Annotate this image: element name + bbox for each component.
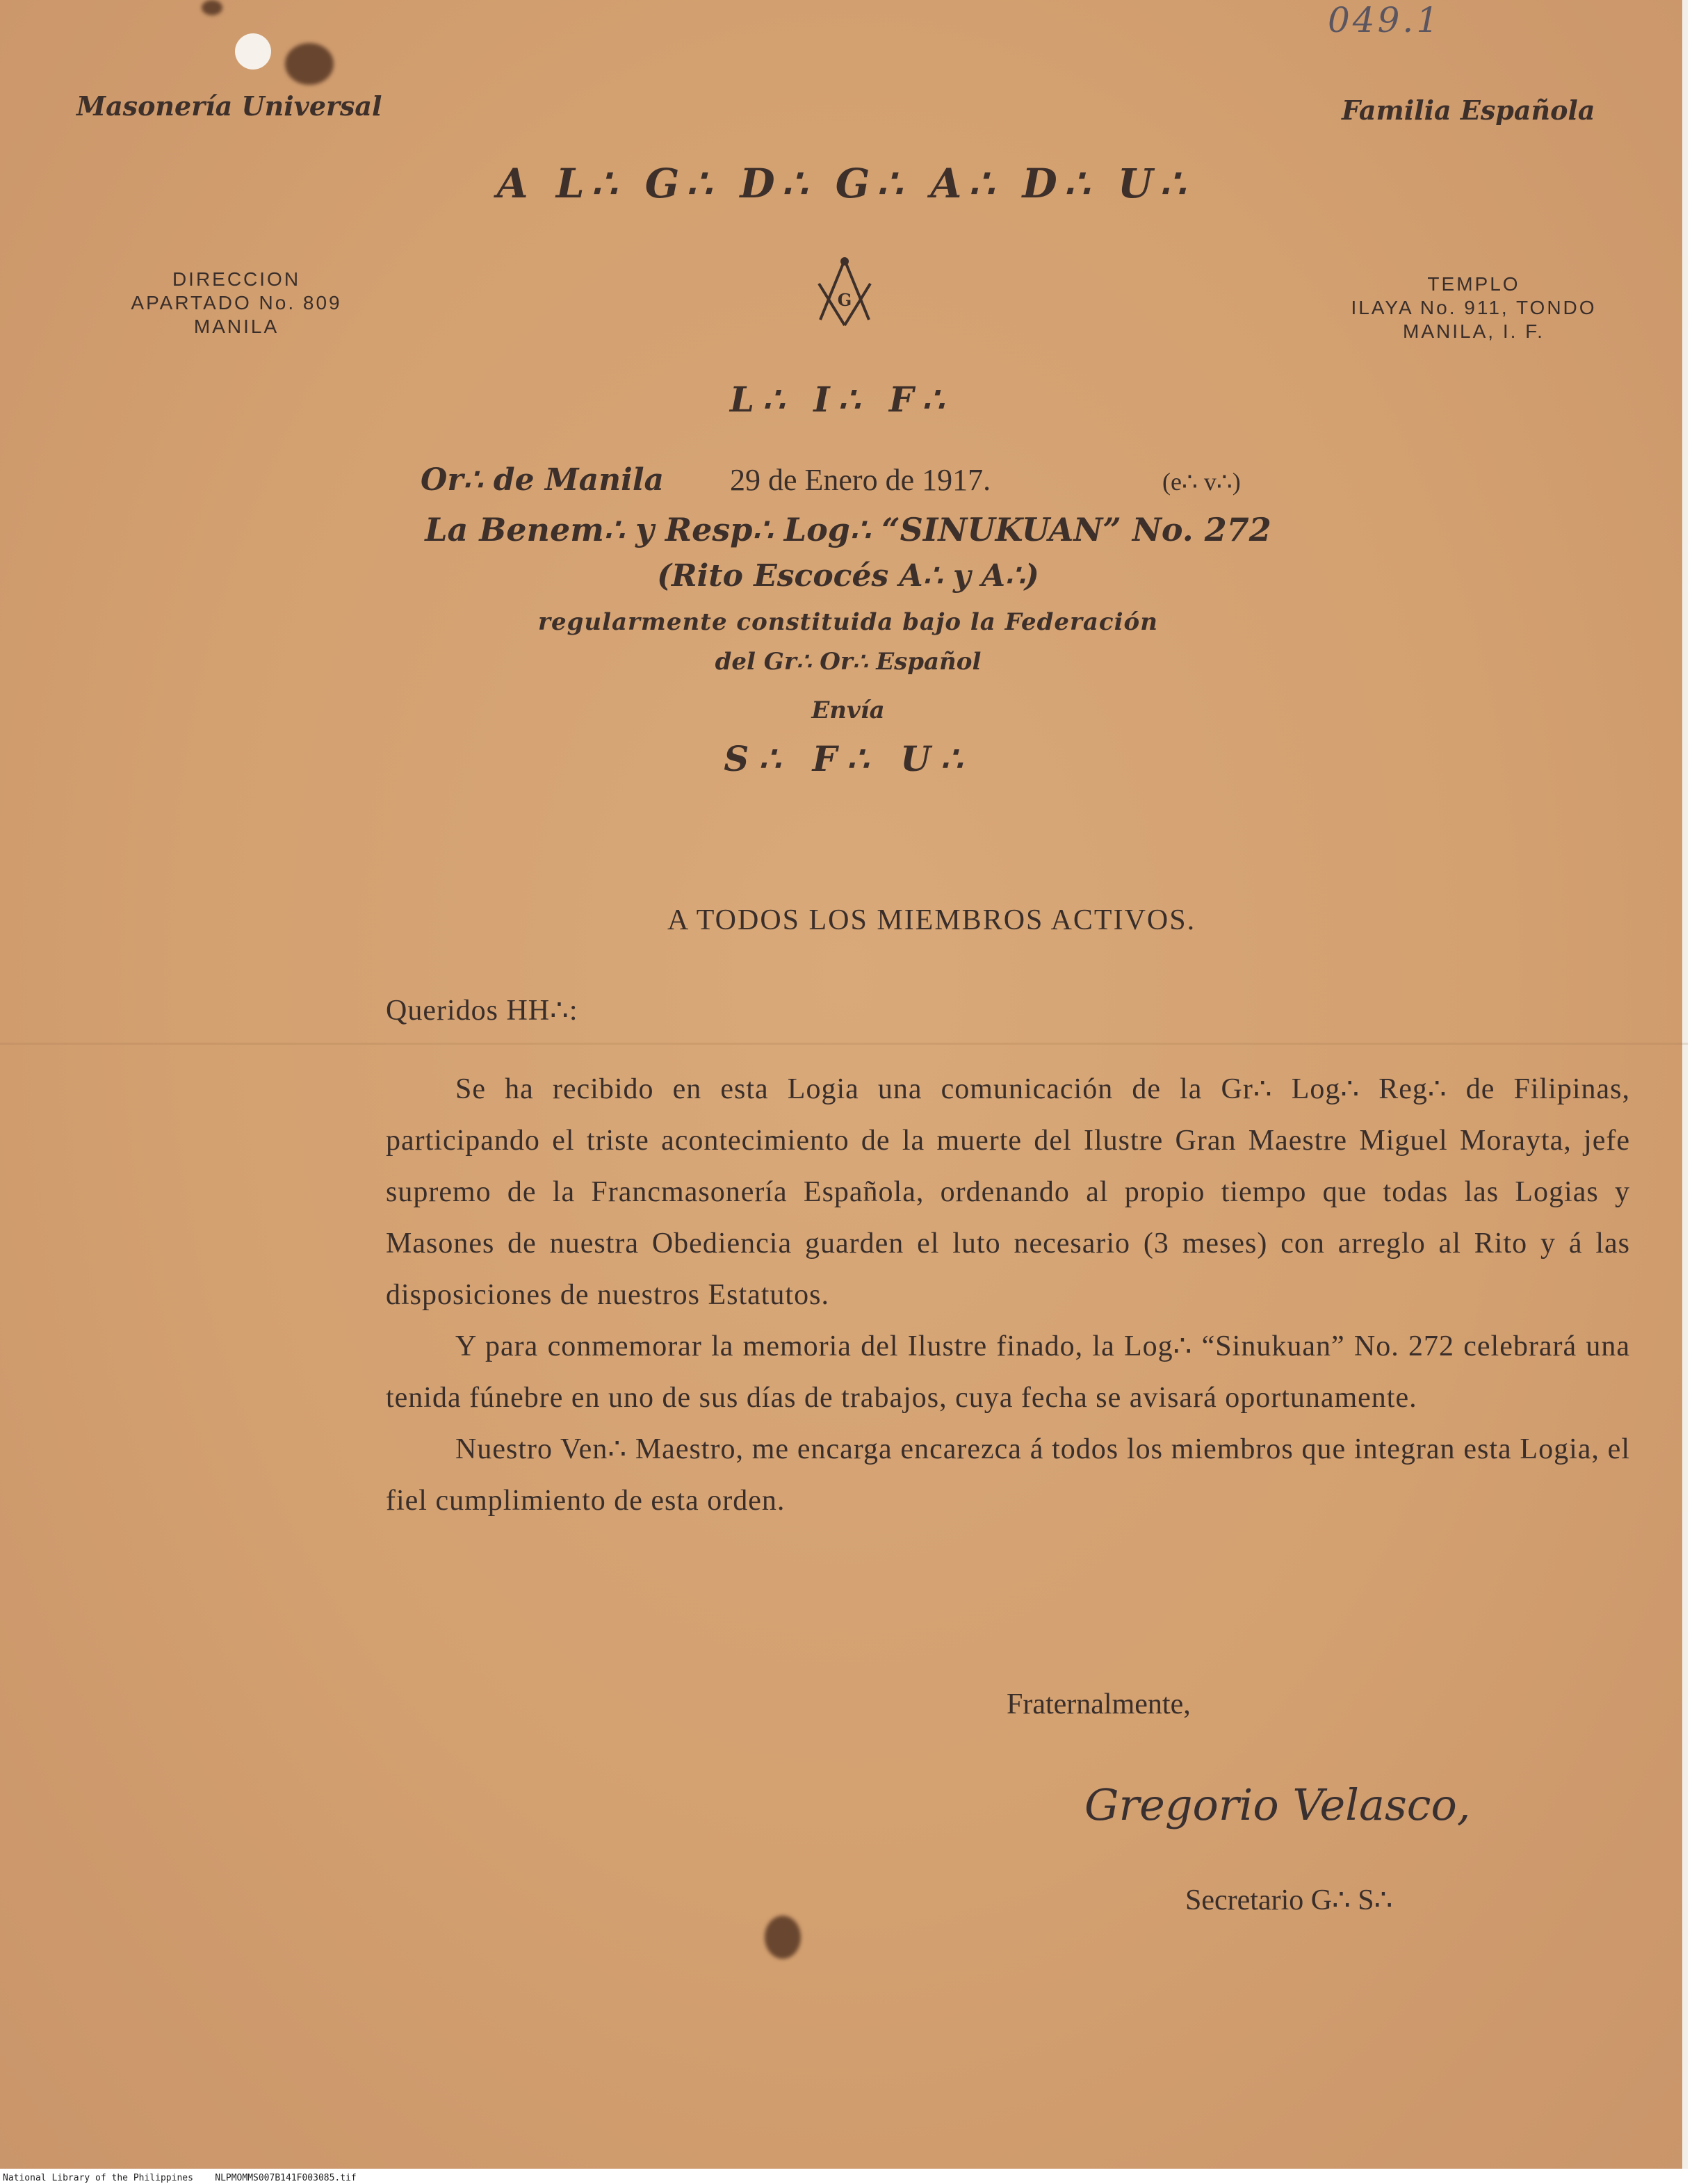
closing: Fraternalmente,	[1007, 1688, 1191, 1720]
body-paragraph: Nuestro Ven∴ Maestro, me encarga encarezca á todos los miembros que integran esta Logia, el fiel cumplimiento de esta orden.	[386, 1433, 1630, 1517]
archive-annotation: 049.1	[1328, 0, 1442, 40]
punch-hole	[235, 33, 271, 70]
masonic-acronym: A L∴ G∴ D∴ G∴ A∴ D∴ U∴	[496, 160, 1193, 207]
familia-espanola-motto: Familia Española	[1342, 95, 1595, 126]
templo-address	[1321, 272, 1627, 343]
ink-stain	[202, 0, 222, 15]
address-line: MANILA, I. F.	[1403, 320, 1545, 342]
sfu-initials: S∴ F∴ U∴	[724, 738, 973, 779]
ink-stain	[765, 1916, 801, 1959]
address-line: APARTADO No. 809	[131, 292, 342, 313]
era-note: (e∴ v∴)	[1162, 468, 1241, 496]
page-edge	[1682, 0, 1688, 2169]
lodge-name: La Benem∴ y Resp∴ Log∴ “SINUKUAN” No. 272	[425, 511, 1271, 548]
letter-date: 29 de Enero de 1917.	[730, 463, 991, 497]
body-paragraph: Se ha recibido en esta Logia una comunicación de la Gr∴ Log∴ Reg∴ de Filipinas, participando el triste acontecimiento de la muerte del Ilustre Gran Maestre Miguel Morayta, jefe supremo de la Francmasonería Española, ordenando al propio tiempo que todas las Logias y Masones de nuestra Obediencia guarden el luto necesario (3 meses) con arreglo al Rito y á las disposiciones de nuestros Estatutos.	[386, 1073, 1630, 1311]
body-paragraph: Y para conmemorar la memoria del Ilustre finado, la Log∴ “Sinukuan” No. 272 celebrará una tenida fúnebre en uno de sus días de trabajos, cuya fecha se avisará oportunamente.	[386, 1330, 1630, 1414]
address-line: DIRECCION	[172, 268, 301, 290]
letter-body	[386, 1064, 1630, 1526]
salutation: Queridos HH∴:	[386, 995, 578, 1027]
ink-stain	[285, 43, 334, 85]
signer-title: Secretario G∴ S∴	[1185, 1884, 1393, 1916]
rite-name: (Rito Escocés A∴ y A∴)	[657, 558, 1039, 594]
direccion-address	[90, 268, 382, 339]
page-fold	[0, 1043, 1688, 1045]
orient-line: del Gr∴ Or∴ Español	[715, 648, 982, 676]
ljf-initials: L∴ I∴ F∴	[729, 379, 953, 420]
letter-heading: A TODOS LOS MIEMBROS ACTIVOS.	[667, 904, 1196, 936]
square-compass-icon	[813, 256, 876, 332]
masoneria-universal-motto: Masonería Universal	[76, 90, 382, 122]
address-line: MANILA	[193, 316, 279, 337]
address-line: TEMPLO	[1427, 273, 1520, 295]
constitution-line: regularmente constituida bajo la Federación	[538, 608, 1158, 636]
envia-line: Envía	[811, 696, 885, 724]
scan-footer: National Library of the Philippines NLPMOMMS007B141F003085.tif	[3, 2173, 357, 2183]
address-line: ILAYA No. 911, TONDO	[1351, 297, 1597, 318]
svg-text:G: G	[837, 290, 852, 310]
orient-place: Or∴ de Manila	[421, 462, 665, 498]
signature: Gregorio Velasco,	[1084, 1779, 1471, 1830]
